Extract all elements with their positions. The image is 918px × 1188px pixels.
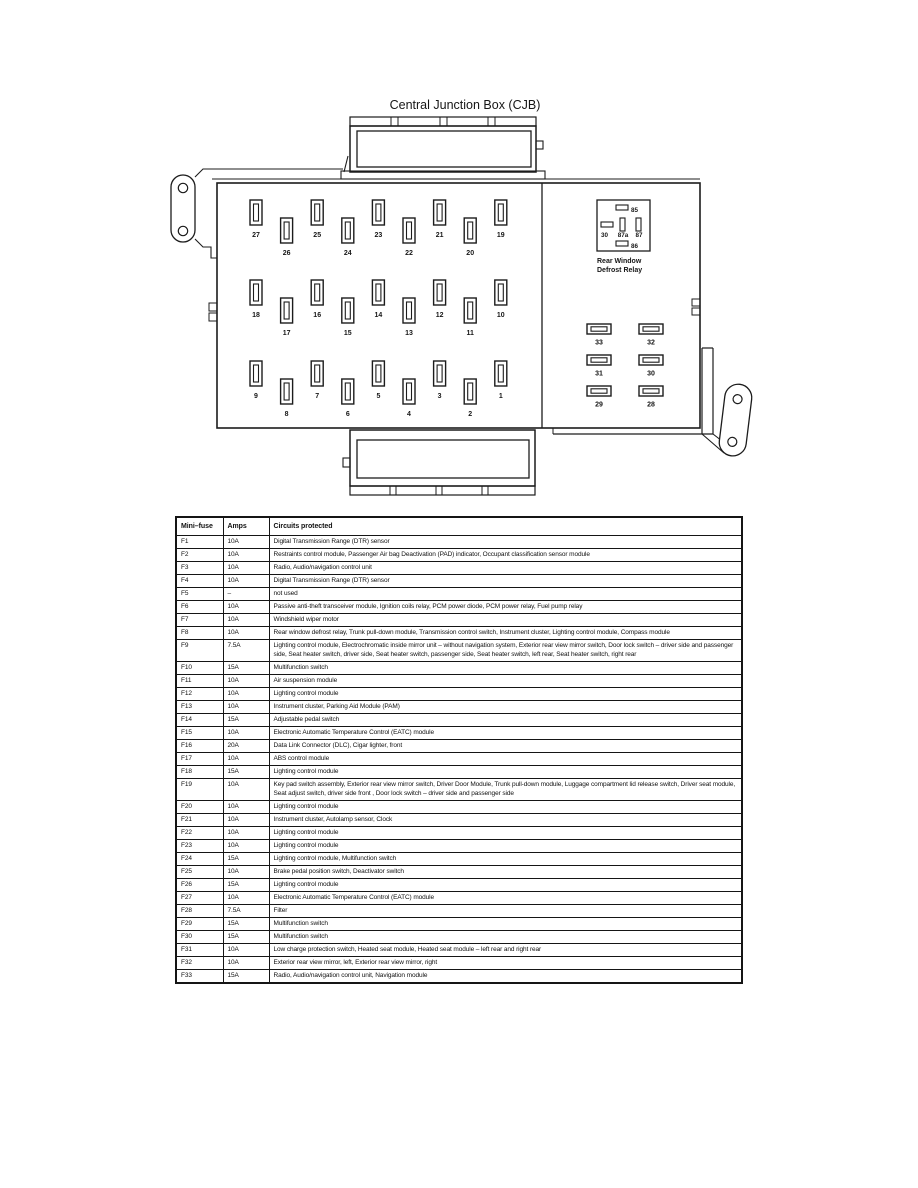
fuse-id-cell: F16 — [176, 740, 223, 753]
fuse-id-cell: F10 — [176, 662, 223, 675]
fuse-number-label: 23 — [374, 232, 383, 239]
fuse-id-cell: F1 — [176, 536, 223, 549]
relay-slot-85 — [616, 205, 628, 210]
amps-cell: 10A — [223, 536, 269, 549]
relay-pin-87: 87 — [635, 232, 643, 239]
fuse-11 — [464, 298, 476, 337]
table-row — [176, 753, 742, 766]
amps-cell: 10A — [223, 840, 269, 853]
fuse-number-label: 26 — [282, 250, 291, 257]
table-row — [176, 688, 742, 701]
table-row — [176, 853, 742, 866]
rear-window-defrost-relay — [597, 200, 650, 274]
circuits-cell: Multifunction switch — [269, 918, 742, 931]
amps-cell: 15A — [223, 714, 269, 727]
fuse-number-label: 29 — [595, 401, 603, 409]
circuits-cell: Rear window defrost relay, Trunk pull-down module, Transmission control switch, Instrument cluster, Lighting control module, Compass module — [269, 627, 742, 640]
fuse-number-label: 7 — [315, 393, 320, 400]
fuse-12 — [434, 280, 446, 319]
amps-cell: 10A — [223, 675, 269, 688]
fuse-id-cell: F32 — [176, 957, 223, 970]
fuse-number-label: 21 — [435, 232, 444, 239]
table-row — [176, 627, 742, 640]
circuits-cell: Instrument cluster, Autolamp sensor, Clock — [269, 814, 742, 827]
fuse-21 — [434, 200, 446, 239]
relay-pin-85: 85 — [631, 207, 639, 214]
fuse-number-label: 24 — [343, 250, 352, 257]
fuse-16 — [311, 280, 323, 319]
fuse-13 — [403, 298, 415, 337]
fuse-number-label: 32 — [647, 339, 655, 347]
circuits-cell: Lighting control module — [269, 879, 742, 892]
fuse-id-cell: F15 — [176, 727, 223, 740]
table-row — [176, 801, 742, 814]
table-row — [176, 918, 742, 931]
table-row — [176, 536, 742, 549]
fuse-25 — [311, 200, 323, 239]
circuits-cell: Digital Transmission Range (DTR) sensor — [269, 575, 742, 588]
amps-cell: 10A — [223, 753, 269, 766]
fuse-8 — [281, 379, 293, 418]
fuse-id-cell: F17 — [176, 753, 223, 766]
fuse-28 — [639, 386, 663, 409]
table-row — [176, 944, 742, 957]
fuse-7 — [311, 361, 323, 400]
table-row — [176, 827, 742, 840]
amps-cell: 15A — [223, 662, 269, 675]
fuse-number-label: 9 — [254, 393, 258, 400]
fuse-number-label: 31 — [595, 370, 603, 378]
amps-cell: 10A — [223, 814, 269, 827]
fuse-number-label: 19 — [496, 232, 505, 239]
fuse-number-label: 20 — [466, 250, 475, 257]
fuse-29 — [587, 386, 611, 409]
circuits-cell: Lighting control module, Electrochromatic inside mirror unit – without navigation system, Exterior rear view mirror switch, Door lock switch – driver side and passenger side, Seat heater switch, driver side, Seat heater switch, passenger side, Seat heater switch, left rear, Seat heater switch, right rear — [269, 640, 742, 662]
col-header-mini-fuse: Mini–fuse — [176, 517, 223, 536]
fuse-id-cell: F7 — [176, 614, 223, 627]
amps-cell: 7.5A — [223, 640, 269, 662]
circuits-cell: Radio, Audio/navigation control unit — [269, 562, 742, 575]
table-row — [176, 879, 742, 892]
fuse-26 — [281, 218, 293, 257]
relay-pin-86: 86 — [631, 243, 639, 250]
table-row — [176, 588, 742, 601]
amps-cell: 10A — [223, 957, 269, 970]
relay-slot-86 — [616, 241, 628, 246]
fuse-10 — [495, 280, 507, 319]
relay-slot-30 — [601, 222, 613, 227]
fuse-id-cell: F20 — [176, 801, 223, 814]
fuse-id-cell: F3 — [176, 562, 223, 575]
fuse-number-label: 15 — [343, 330, 352, 337]
circuits-cell: Lighting control module — [269, 766, 742, 779]
table-row — [176, 714, 742, 727]
table-row — [176, 970, 742, 984]
amps-cell: 15A — [223, 766, 269, 779]
circuits-cell: Lighting control module — [269, 801, 742, 814]
fuse-17 — [281, 298, 293, 337]
table-header-row — [176, 517, 742, 536]
table-row — [176, 614, 742, 627]
circuits-cell: Radio, Audio/navigation control unit, Navigation module — [269, 970, 742, 984]
fuse-1 — [495, 361, 507, 400]
circuits-cell: Multifunction switch — [269, 931, 742, 944]
amps-cell: 10A — [223, 549, 269, 562]
fuse-5 — [372, 361, 384, 400]
fuse-22 — [403, 218, 415, 257]
relay-slot-87 — [636, 218, 641, 231]
fuse-19 — [495, 200, 507, 239]
circuits-cell: Lighting control module — [269, 840, 742, 853]
fuse-number-label: 22 — [405, 250, 413, 257]
fuse-id-cell: F29 — [176, 918, 223, 931]
fuse-24 — [342, 218, 354, 257]
fuse-6 — [342, 379, 354, 418]
table-row — [176, 675, 742, 688]
circuits-cell: ABS control module — [269, 753, 742, 766]
fuse-number-label: 3 — [437, 393, 442, 400]
fuse-number-label: 27 — [252, 232, 260, 239]
fuse-number-label: 16 — [313, 312, 322, 319]
amps-cell: 15A — [223, 970, 269, 984]
amps-cell: 10A — [223, 688, 269, 701]
fuse-18 — [250, 280, 262, 319]
fuse-number-label: 2 — [468, 411, 473, 418]
fuse-id-cell: F28 — [176, 905, 223, 918]
table-row — [176, 905, 742, 918]
fuse-id-cell: F5 — [176, 588, 223, 601]
fuse-31 — [587, 355, 611, 378]
table-row — [176, 549, 742, 562]
amps-cell: 10A — [223, 627, 269, 640]
table-row — [176, 601, 742, 614]
relay-pin-30: 30 — [601, 232, 609, 239]
amps-cell: 10A — [223, 614, 269, 627]
circuits-cell: Passive anti-theft transceiver module, Ignition coils relay, PCM power diode, PCM power relay, Fuel pump relay — [269, 601, 742, 614]
table-row — [176, 562, 742, 575]
fuse-id-cell: F14 — [176, 714, 223, 727]
amps-cell: 10A — [223, 701, 269, 714]
page-title: Central Junction Box (CJB) — [389, 98, 541, 112]
fuse-20 — [464, 218, 476, 257]
fuse-id-cell: F13 — [176, 701, 223, 714]
amps-cell: 7.5A — [223, 905, 269, 918]
fuse-id-cell: F31 — [176, 944, 223, 957]
fuse-number-label: 25 — [313, 232, 322, 239]
table-row — [176, 727, 742, 740]
amps-cell: – — [223, 588, 269, 601]
fuse-30 — [639, 355, 663, 378]
relay-pin-87a: 87a — [617, 232, 629, 239]
amps-cell: 10A — [223, 892, 269, 905]
fuse-number-label: 4 — [407, 411, 411, 418]
fuse-id-cell: F4 — [176, 575, 223, 588]
circuits-cell: Key pad switch assembly, Exterior rear view mirror switch, Driver Door Module, Trunk pull-down module, Luggage compartment lid release switch, Driver seat module, Seat adjust switch, driver side front , Door lock switch – driver side and passenger side — [269, 779, 742, 801]
fuse-number-label: 33 — [595, 339, 603, 347]
fuse-number-label: 28 — [647, 401, 655, 409]
fuse-id-cell: F24 — [176, 853, 223, 866]
fuse-id-cell: F30 — [176, 931, 223, 944]
fuse-id-cell: F25 — [176, 866, 223, 879]
top-connector — [341, 117, 545, 179]
fuse-number-label: 17 — [282, 330, 291, 337]
circuits-cell: Lighting control module — [269, 827, 742, 840]
table-row — [176, 931, 742, 944]
circuits-cell: Multifunction switch — [269, 662, 742, 675]
circuits-cell: Low charge protection switch, Heated seat module, Heated seat module – left rear and right rear — [269, 944, 742, 957]
bolt-hole — [178, 226, 187, 235]
amps-cell: 10A — [223, 779, 269, 801]
table-row — [176, 957, 742, 970]
fuse-4 — [403, 379, 415, 418]
circuits-cell: Restraints control module, Passenger Air bag Deactivation (PAD) indicator, Occupant classification sensor module — [269, 549, 742, 562]
col-header-amps: Amps — [223, 517, 269, 536]
fuse-14 — [372, 280, 384, 319]
circuits-cell: Electronic Automatic Temperature Control (EATC) module — [269, 892, 742, 905]
amps-cell: 10A — [223, 827, 269, 840]
amps-cell: 10A — [223, 866, 269, 879]
relay-slot-87a — [620, 218, 625, 231]
table-row — [176, 779, 742, 801]
fuse-number-label: 11 — [466, 330, 474, 337]
fuse-id-cell: F27 — [176, 892, 223, 905]
amps-cell: 10A — [223, 562, 269, 575]
fuse-id-cell: F26 — [176, 879, 223, 892]
circuits-cell: Filter — [269, 905, 742, 918]
amps-cell: 10A — [223, 601, 269, 614]
circuits-cell: Exterior rear view mirror, left, Exterior rear view mirror, right — [269, 957, 742, 970]
fuse-id-cell: F21 — [176, 814, 223, 827]
fuse-number-label: 5 — [376, 393, 381, 400]
circuits-cell: Lighting control module — [269, 688, 742, 701]
fuse-table-body — [176, 536, 742, 984]
circuits-cell: Air suspension module — [269, 675, 742, 688]
fuse-3 — [434, 361, 446, 400]
fuse-id-cell: F11 — [176, 675, 223, 688]
bolt-hole — [178, 183, 187, 192]
fuse-15 — [342, 298, 354, 337]
table-row — [176, 662, 742, 675]
col-header-circuits: Circuits protected — [269, 517, 742, 536]
table-row — [176, 766, 742, 779]
table-row — [176, 575, 742, 588]
amps-cell: 15A — [223, 879, 269, 892]
fuse-id-cell: F19 — [176, 779, 223, 801]
amps-cell: 15A — [223, 853, 269, 866]
circuits-cell: Instrument cluster, Parking Aid Module (PAM) — [269, 701, 742, 714]
fuse-number-label: 1 — [498, 393, 503, 400]
circuits-cell: Electronic Automatic Temperature Control (EATC) module — [269, 727, 742, 740]
fuse-id-cell: F33 — [176, 970, 223, 984]
fuse-number-label: 8 — [284, 411, 289, 418]
circuits-cell: Data Link Connector (DLC), Cigar lighter, front — [269, 740, 742, 753]
circuits-cell: Brake pedal position switch, Deactivator switch — [269, 866, 742, 879]
fuse-33 — [587, 324, 611, 347]
fuse-number-label: 18 — [252, 312, 260, 319]
fuse-number-label: 13 — [405, 330, 413, 337]
fuse-number-label: 14 — [374, 312, 383, 319]
fuse-23 — [372, 200, 384, 239]
fuse-id-cell: F9 — [176, 640, 223, 662]
fuse-id-cell: F18 — [176, 766, 223, 779]
amps-cell: 15A — [223, 931, 269, 944]
fuse-id-cell: F23 — [176, 840, 223, 853]
table-row — [176, 814, 742, 827]
fuse-id-cell: F8 — [176, 627, 223, 640]
fuse-number-label: 12 — [435, 312, 444, 319]
table-row — [176, 866, 742, 879]
table-row — [176, 740, 742, 753]
fuse-id-cell: F2 — [176, 549, 223, 562]
amps-cell: 10A — [223, 727, 269, 740]
relay-caption-line1: Rear Window — [597, 258, 642, 265]
fuse-id-cell: F12 — [176, 688, 223, 701]
amps-cell: 20A — [223, 740, 269, 753]
fuse-27 — [250, 200, 262, 239]
fuse-number-label: 10 — [496, 312, 505, 319]
bottom-connector — [343, 430, 535, 495]
fuse-number-label: 6 — [345, 411, 350, 418]
circuits-cell: Lighting control module, Multifunction switch — [269, 853, 742, 866]
fuse-id-cell: F22 — [176, 827, 223, 840]
amps-cell: 10A — [223, 575, 269, 588]
fuse-number-label: 30 — [647, 370, 655, 378]
amps-cell: 10A — [223, 801, 269, 814]
fuse-table — [175, 516, 743, 984]
amps-cell: 15A — [223, 918, 269, 931]
fuse-id-cell: F6 — [176, 601, 223, 614]
circuits-cell: Adjustable pedal switch — [269, 714, 742, 727]
table-row — [176, 701, 742, 714]
table-row — [176, 640, 742, 662]
circuits-cell: Digital Transmission Range (DTR) sensor — [269, 536, 742, 549]
fuse-32 — [639, 324, 663, 347]
circuits-cell: Windshield wiper motor — [269, 614, 742, 627]
circuits-cell: not used — [269, 588, 742, 601]
fuse-2 — [464, 379, 476, 418]
table-row — [176, 892, 742, 905]
cjb-diagram — [0, 0, 918, 512]
table-row — [176, 840, 742, 853]
amps-cell: 10A — [223, 944, 269, 957]
fuse-9 — [250, 361, 262, 400]
relay-caption-line2: Defrost Relay — [597, 267, 643, 274]
